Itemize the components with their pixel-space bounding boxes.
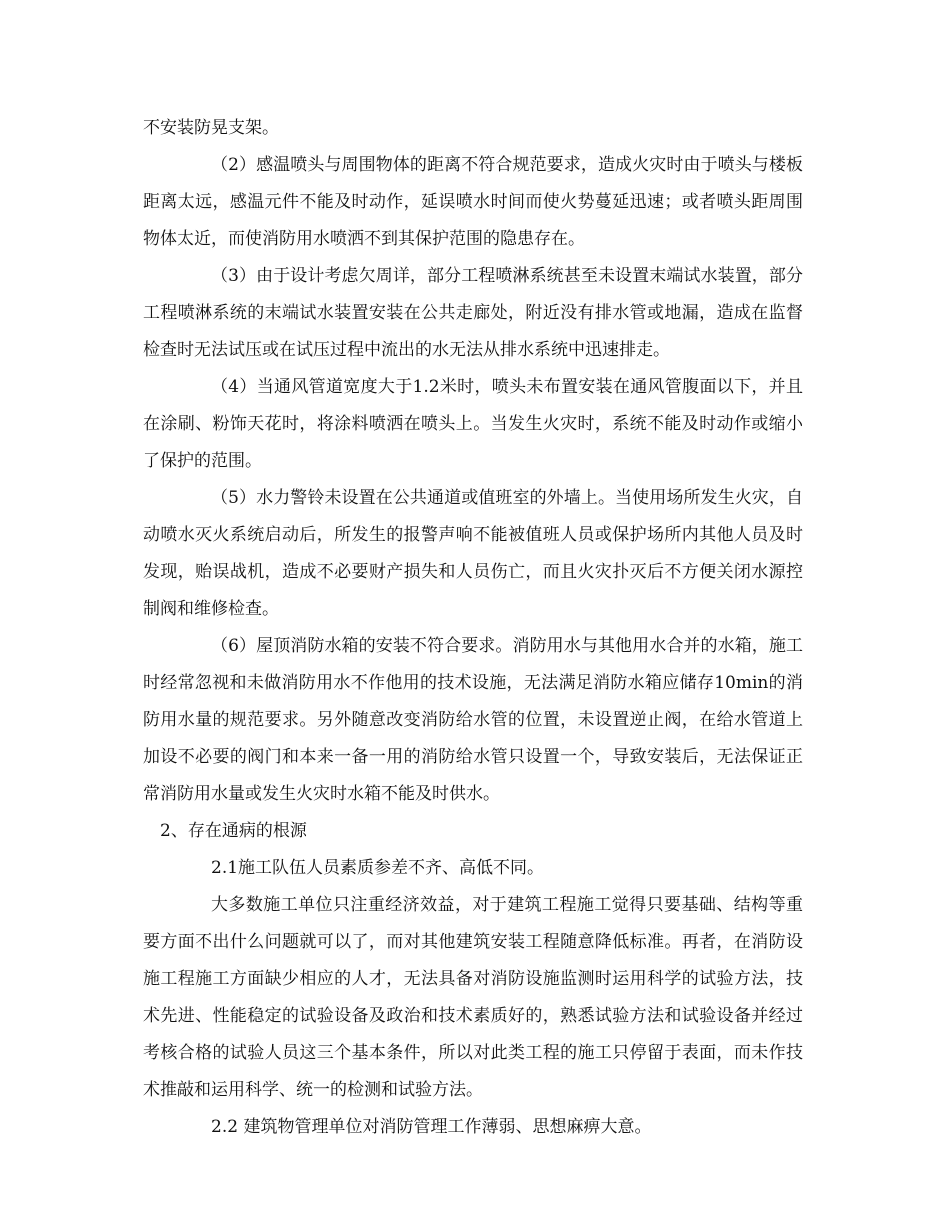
paragraph-continuation: 不安装防晃支架。 xyxy=(143,118,279,138)
document-body xyxy=(143,110,803,1146)
paragraph-item-6: （6）屋顶消防水箱的安装不符合要求。消防用水与其他用水合并的水箱，施工时经常忽视和未做消防用水不作他用的技术设施，无法满足消防水箱应储存10min的消防用水量的规范要求。另外随意改变消防给水管的位置，未设置逆止阀，在给水管道上加设不必要的阀门和本来一备一用的消防给水管只设置一个，导致安装后，无法保证正常消防用水量或发生火灾时水箱不能及时供水。 xyxy=(143,636,803,804)
subsection-heading-2-2: 2.2 建筑物管理单位对消防管理工作薄弱、思想麻痹大意。 xyxy=(211,1117,652,1137)
paragraph-item-2: （2）感温喷头与周围物体的距离不符合规范要求，造成火灾时由于喷头与楼板距离太远，感温元件不能及时动作，延误喷水时间而使火势蔓延迅速；或者喷头距周围物体太近，而使消防用水喷洒不到其保护范围的隐患存在。 xyxy=(143,155,803,249)
paragraph-item-4: （4）当通风管道宽度大于1.2米时，喷头未布置安装在通风管腹面以下，并且在涂刷、粉饰天花时，将涂料喷洒在喷头上。当发生火灾时，系统不能及时动作或缩小了保护的范围。 xyxy=(143,377,803,471)
section-heading-2: 2、存在通病的根源 xyxy=(160,821,307,841)
paragraph-item-5: （5）水力警铃未设置在公共通道或值班室的外墙上。当使用场所发生火灾，自动喷水灭火系统启动后，所发生的报警声响不能被值班人员或保护场所内其他人员及时发现，贻误战机，造成不必要财产损失和人员伤亡，而且火灾扑灭后不方便关闭水源控制阀和维修检查。 xyxy=(143,488,803,619)
paragraph-item-3: （3）由于设计考虑欠周详，部分工程喷淋系统甚至未设置末端试水装置，部分工程喷淋系统的末端试水装置安装在公共走廊处，附近没有排水管或地漏，造成在监督检查时无法试压或在试压过程中流出的水无法从排水系统中迅速排走。 xyxy=(143,266,803,360)
subsection-heading-2-1: 2.1施工队伍人员素质参差不齐、高低不同。 xyxy=(211,858,545,878)
paragraph-body-2-1: 大多数施工单位只注重经济效益，对于建筑工程施工觉得只要基础、结构等重要方面不出什么问题就可以了，而对其他建筑安装工程随意降低标准。再者，在消防设施工程施工方面缺少相应的人才，无法具备对消防设施监测时运用科学的试验方法，技术先进、性能稳定的试验设备及政治和技术素质好的，熟悉试验方法和试验设备并经过考核合格的试验人员这三个基本条件，所以对此类工程的施工只停留于表面，而未作技术推敲和运用科学、统一的检测和试验方法。 xyxy=(143,895,803,1100)
